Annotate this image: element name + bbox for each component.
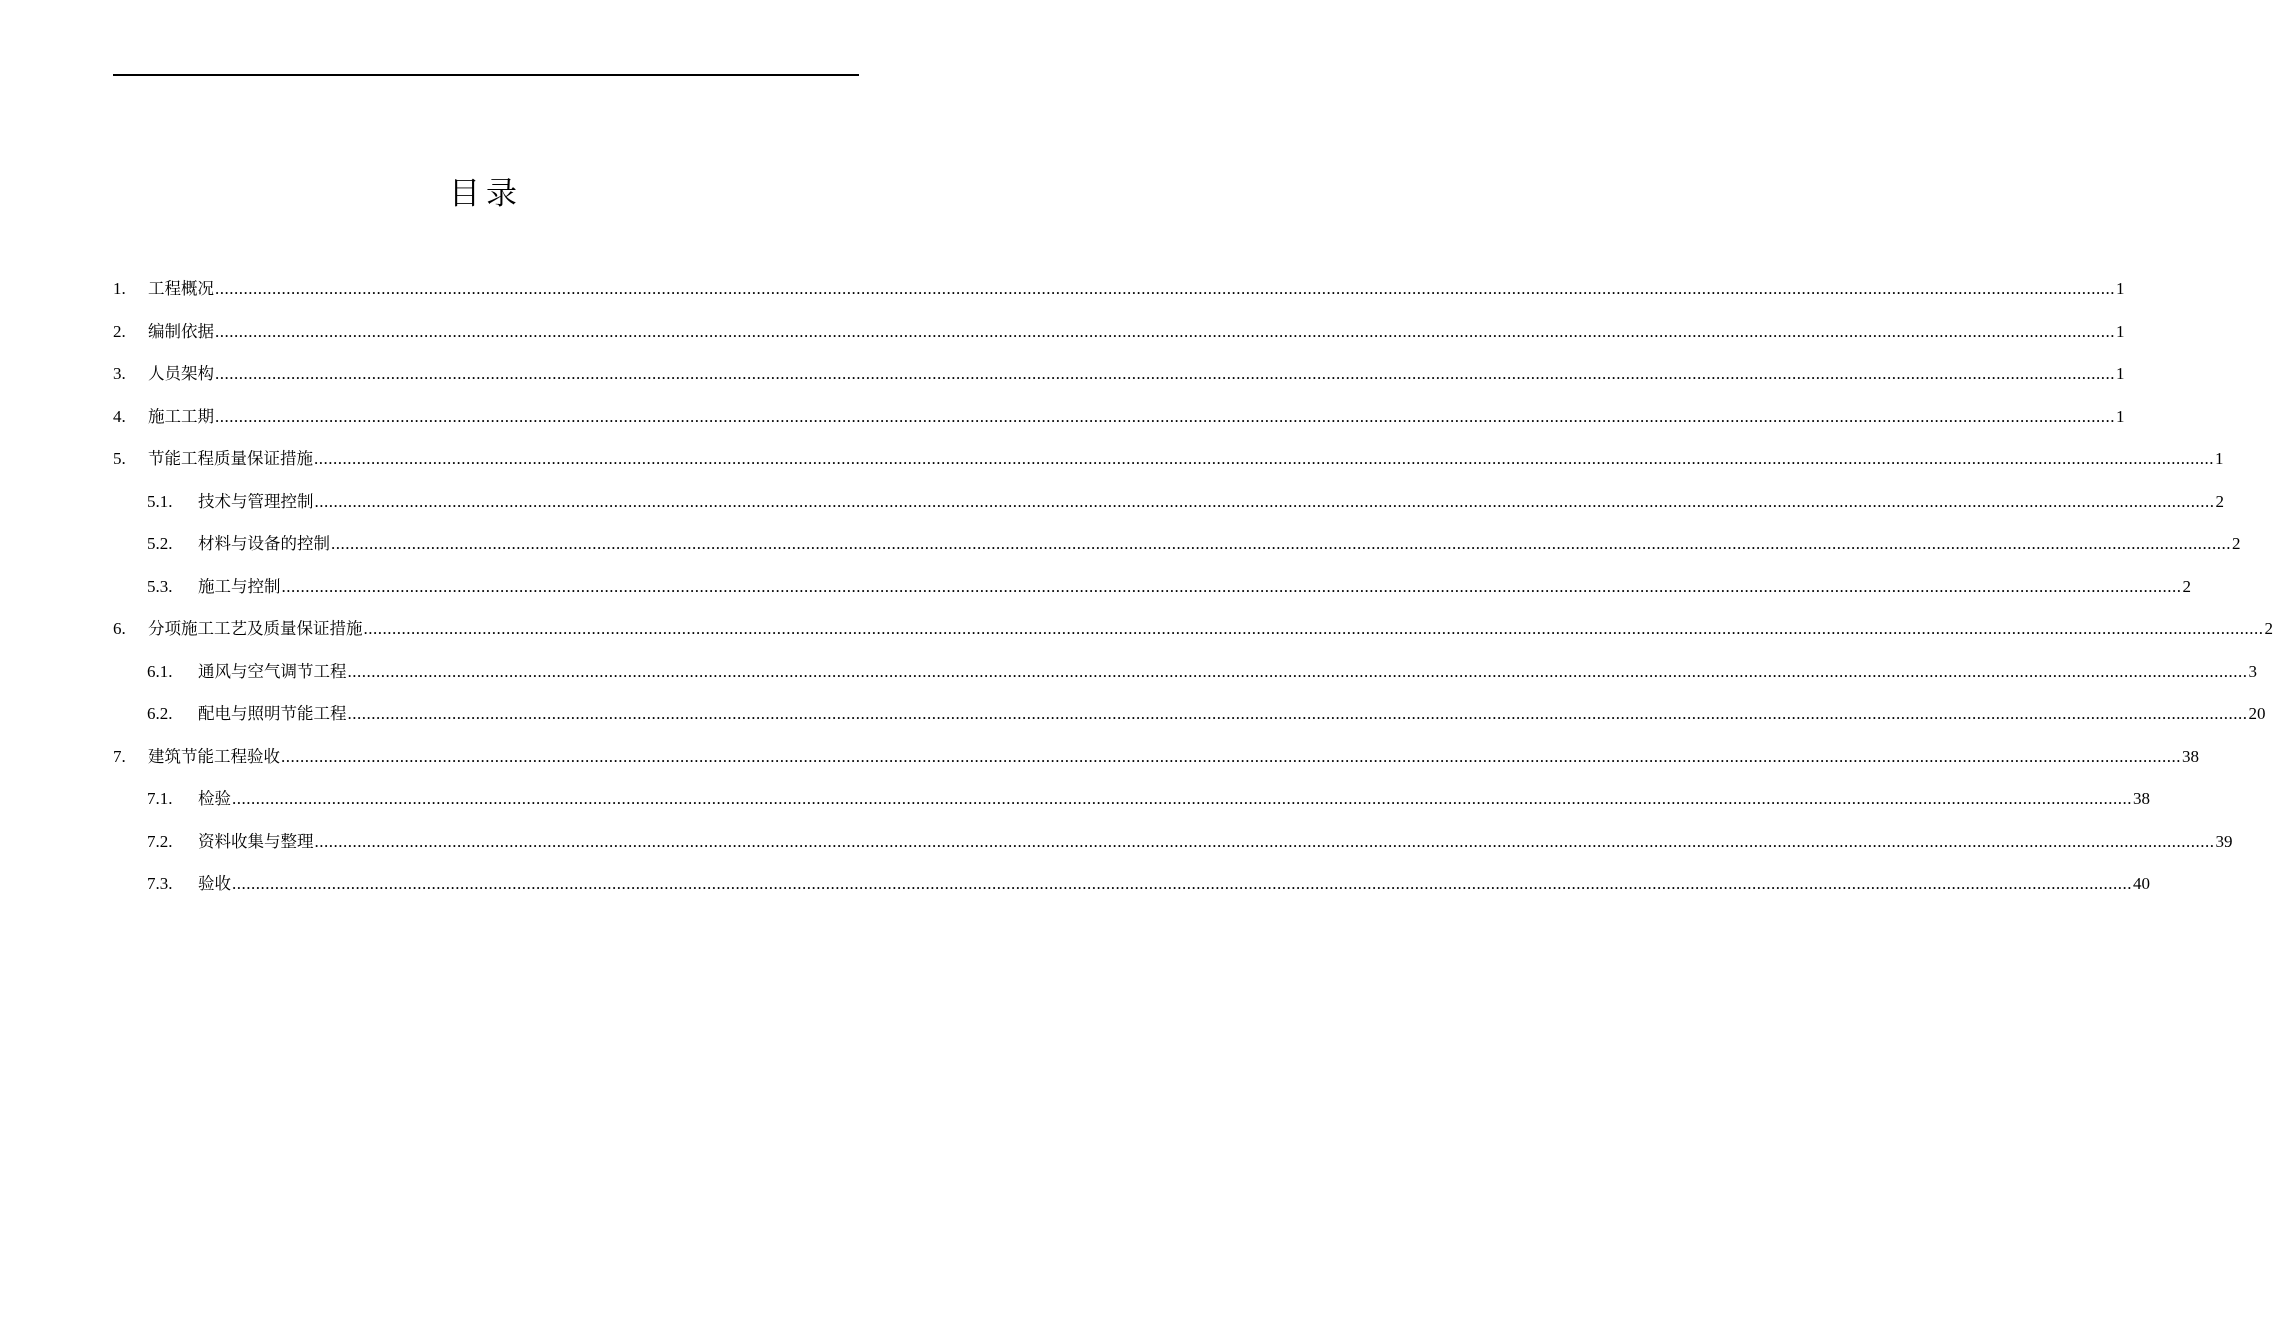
- toc-entry-page: 1: [2116, 321, 2125, 341]
- toc-dot-leader: ................................................................................................................................................................................................................................................................................................................................................................................................................: [314, 449, 2214, 468]
- toc-entry-label: 分项施工工艺及质量保证措施: [148, 619, 363, 638]
- toc-dot-leader: ................................................................................................................................................................................................................................................................................................................................................................................................................: [215, 279, 2115, 298]
- toc-entry-page: 39: [2215, 831, 2233, 851]
- toc-entry[interactable]: [113, 531, 2241, 574]
- toc-entry-label: 检验: [198, 789, 231, 808]
- header-rule: [113, 74, 859, 76]
- toc-entry-label: 工程概况: [148, 279, 214, 298]
- toc-entry[interactable]: [113, 659, 2257, 702]
- toc-dot-leader: ................................................................................................................................................................................................................................................................................................................................................................................................................: [232, 874, 2132, 893]
- toc-entry-page: 2: [2215, 491, 2224, 511]
- toc-entry-number: 6.1.: [147, 661, 173, 681]
- toc-dot-leader: ................................................................................................................................................................................................................................................................................................................................................................................................................: [347, 661, 2248, 681]
- toc-entry-page: 38: [2133, 789, 2150, 808]
- toc-entry[interactable]: [113, 786, 2150, 829]
- toc-dot-leader: ................................................................................................................................................................................................................................................................................................................................................................................................................: [331, 534, 2231, 553]
- toc-entry-number: 7.2.: [147, 831, 173, 851]
- toc-entry-page: 1: [2116, 279, 2125, 298]
- toc-entry[interactable]: [113, 744, 2199, 787]
- toc-dot-leader: ................................................................................................................................................................................................................................................................................................................................................................................................................: [281, 576, 2182, 596]
- toc-entry-number: 4.: [113, 406, 126, 426]
- toc-dot-leader: ................................................................................................................................................................................................................................................................................................................................................................................................................: [215, 364, 2115, 383]
- toc-entry-label: 施工与控制: [198, 576, 281, 596]
- toc-entry-page: 2: [2232, 534, 2241, 553]
- toc-entry-page: 40: [2133, 874, 2150, 893]
- toc-entry-number: 6.2.: [147, 704, 173, 723]
- toc-entry-number: 3.: [113, 364, 126, 383]
- toc-entry[interactable]: [113, 361, 2125, 404]
- table-of-contents: [113, 276, 2273, 914]
- toc-entry[interactable]: [113, 701, 2266, 744]
- toc-entry-number: 5.3.: [147, 576, 173, 596]
- toc-entry-page: 1: [2215, 449, 2224, 468]
- toc-entry-label: 通风与空气调节工程: [198, 661, 347, 681]
- toc-entry-number: 5.2.: [147, 534, 173, 553]
- toc-entry-label: 人员架构: [148, 364, 214, 383]
- toc-entry-number: 1.: [113, 279, 126, 298]
- toc-entry-number: 5.1.: [147, 491, 173, 511]
- toc-entry-label: 材料与设备的控制: [198, 534, 330, 553]
- toc-entry-label: 技术与管理控制: [198, 491, 314, 511]
- toc-entry-label: 验收: [198, 874, 231, 893]
- toc-entry-number: 7.3.: [147, 874, 173, 893]
- toc-entry-label: 建筑节能工程验收: [148, 746, 280, 766]
- page-title: 目录: [449, 176, 523, 212]
- toc-entry[interactable]: [113, 319, 2125, 362]
- toc-entry-page: 1: [2116, 364, 2125, 383]
- toc-entry-number: 5.: [113, 449, 126, 468]
- toc-entry-page: 20: [2248, 704, 2266, 723]
- toc-entry[interactable]: [113, 446, 2224, 489]
- toc-entry[interactable]: [113, 871, 2150, 914]
- toc-entry-label: 配电与照明节能工程: [198, 704, 347, 723]
- toc-entry-number: 7.: [113, 746, 126, 766]
- toc-entry[interactable]: [113, 489, 2224, 532]
- toc-entry-page: 38: [2182, 746, 2199, 766]
- toc-entry[interactable]: [113, 276, 2125, 319]
- toc-dot-leader: ................................................................................................................................................................................................................................................................................................................................................................................................................: [281, 746, 2181, 766]
- toc-entry[interactable]: [113, 829, 2233, 872]
- toc-dot-leader: ................................................................................................................................................................................................................................................................................................................................................................................................................: [314, 491, 2215, 511]
- toc-entry-page: 2: [2182, 576, 2191, 596]
- toc-entry-label: 施工工期: [148, 406, 214, 426]
- toc-entry[interactable]: [113, 404, 2125, 447]
- toc-dot-leader: ................................................................................................................................................................................................................................................................................................................................................................................................................: [215, 406, 2115, 426]
- toc-entry-label: 节能工程质量保证措施: [148, 449, 313, 468]
- toc-entry[interactable]: [113, 574, 2191, 617]
- toc-entry-number: 7.1.: [147, 789, 173, 808]
- toc-dot-leader: ................................................................................................................................................................................................................................................................................................................................................................................................................: [314, 831, 2215, 851]
- toc-entry-page: 1: [2116, 406, 2125, 426]
- toc-entry-page: 2: [2264, 619, 2273, 638]
- toc-entry-page: 3: [2248, 661, 2257, 681]
- toc-dot-leader: ................................................................................................................................................................................................................................................................................................................................................................................................................: [215, 321, 2115, 341]
- toc-entry-number: 2.: [113, 321, 126, 341]
- toc-dot-leader: ................................................................................................................................................................................................................................................................................................................................................................................................................: [363, 619, 2264, 638]
- toc-entry-label: 资料收集与整理: [198, 831, 314, 851]
- toc-entry-number: 6.: [113, 619, 126, 638]
- toc-entry-label: 编制依据: [148, 321, 214, 341]
- toc-dot-leader: ................................................................................................................................................................................................................................................................................................................................................................................................................: [347, 704, 2248, 723]
- toc-dot-leader: ................................................................................................................................................................................................................................................................................................................................................................................................................: [232, 789, 2132, 808]
- toc-entry[interactable]: [113, 616, 2273, 659]
